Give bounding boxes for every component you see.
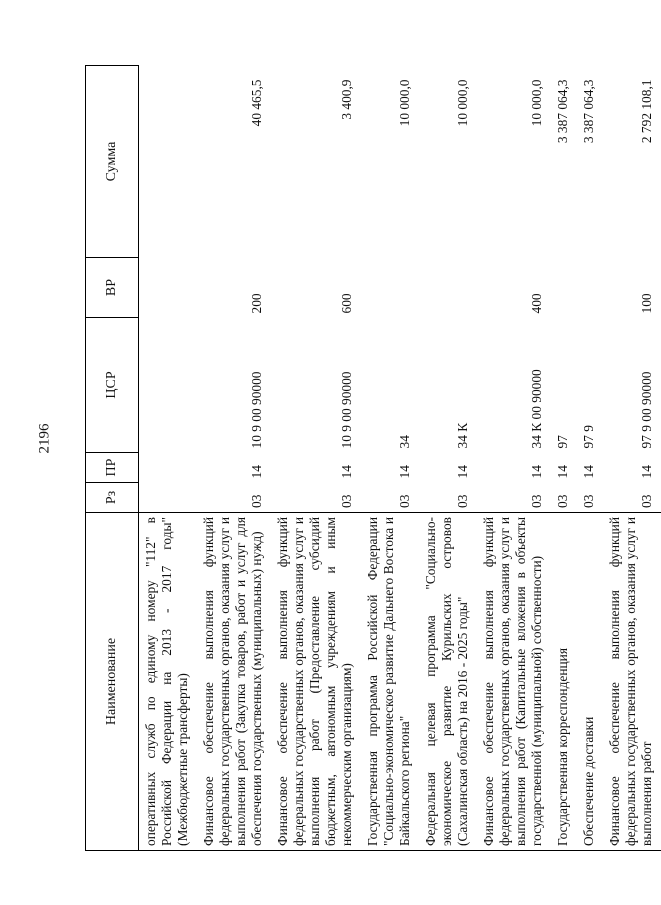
cell-sum: 2 792 108,1 [639, 79, 654, 144]
budget-table [85, 65, 661, 851]
cell-name: Государственная программа Российской Федерации "Социально-экономическое развитие Дальнего Востока и Байкальского региона" [361, 513, 419, 851]
cell-pr [139, 453, 198, 483]
header-vr: ВР [86, 258, 139, 318]
cell-csr: 10 9 00 90000 [249, 371, 264, 449]
cell-pr: 14 [455, 465, 470, 479]
header-pr: ПР [86, 453, 139, 483]
cell-sum: 40 465,5 [249, 79, 264, 127]
cell-csr: 34 К [455, 422, 470, 449]
table-row [419, 66, 477, 851]
cell-csr: 10 9 00 90000 [339, 371, 354, 449]
cell-vr [139, 258, 198, 318]
cell-name: Финансовое обеспечение выполнения функций федеральных государственных органов, оказания услуг и выполнения работ [603, 513, 661, 851]
cell-pr: 14 [639, 465, 654, 479]
table-row [577, 66, 603, 851]
table-row [603, 66, 661, 851]
table-row [361, 66, 419, 851]
cell-name: Финансовое обеспечение выполнения функций федеральных государственных органов, оказания услуг и выполнения работ (Предоставление субсидий бюджетным, автономным учреждениям и иным некоммерческим организациям) [271, 513, 361, 851]
cell-vr [419, 258, 477, 318]
cell-pr: 14 [397, 465, 412, 479]
cell-vr [361, 258, 419, 318]
cell-vr [551, 258, 577, 318]
cell-name: Федеральная целевая программа "Социально-экономическое развитие Курильских островов (Сахалинская область) на 2016 - 2025 годы" [419, 513, 477, 851]
cell-csr: 97 9 [581, 425, 596, 449]
cell-name: оперативных служб по единому номеру "112" в Российской Федерации на 2013 - 2017 годы" (Межбюджетные трансферты) [139, 513, 198, 851]
cell-csr: 97 9 00 90000 [639, 371, 654, 449]
table-row [139, 66, 198, 851]
table-header-row [86, 66, 139, 851]
cell-rz: 03 [339, 494, 354, 508]
cell-vr: 400 [529, 293, 544, 314]
table-row [271, 66, 361, 851]
cell-rz [139, 483, 198, 513]
budget-table-container [85, 66, 654, 851]
table-row [197, 66, 271, 851]
cell-pr: 14 [249, 465, 264, 479]
header-rz: Рз [86, 483, 139, 513]
cell-sum: 10 000,0 [529, 79, 544, 127]
cell-vr: 200 [249, 293, 264, 314]
cell-rz: 03 [397, 494, 412, 508]
cell-vr [577, 258, 603, 318]
cell-name: Обеспечение доставки [577, 513, 603, 851]
cell-rz: 03 [529, 494, 544, 508]
table-row [477, 66, 551, 851]
cell-vr: 600 [339, 293, 354, 314]
cell-csr [139, 318, 198, 453]
cell-rz: 03 [639, 494, 654, 508]
header-sum: Сумма [86, 66, 139, 258]
cell-name: Финансовое обеспечение выполнения функций федеральных государственных органов, оказания услуг и выполнения работ (Закупка товаров, работ и услуг для обеспечения государственных (муниципальных) нужд) [197, 513, 271, 851]
cell-rz: 03 [555, 494, 570, 508]
cell-sum [139, 66, 198, 258]
cell-rz: 03 [455, 494, 470, 508]
cell-name: Финансовое обеспечение выполнения функций федеральных государственных органов, оказания услуг и выполнения работ (Капитальные вложения в объекты государственной (муниципальной) собственности) [477, 513, 551, 851]
cell-rz: 03 [581, 494, 596, 508]
cell-csr: 34 К 00 90000 [529, 369, 544, 449]
header-csr: ЦСР [86, 318, 139, 453]
cell-sum: 3 387 064,3 [581, 79, 596, 144]
cell-csr: 97 [555, 435, 570, 449]
page-number: 2196 [36, 423, 53, 454]
cell-sum: 3 387 064,3 [555, 79, 570, 144]
cell-pr: 14 [339, 465, 354, 479]
cell-sum: 10 000,0 [397, 79, 412, 127]
header-name: Наименование [86, 513, 139, 851]
cell-vr: 100 [639, 293, 654, 314]
table-row [551, 66, 577, 851]
cell-pr: 14 [529, 465, 544, 479]
cell-pr: 14 [555, 465, 570, 479]
cell-sum: 3 400,9 [339, 79, 354, 120]
cell-sum: 10 000,0 [455, 79, 470, 127]
cell-csr: 34 [397, 435, 412, 449]
cell-name: Государственная корреспонденция [551, 513, 577, 851]
cell-pr: 14 [581, 465, 596, 479]
cell-rz: 03 [249, 494, 264, 508]
